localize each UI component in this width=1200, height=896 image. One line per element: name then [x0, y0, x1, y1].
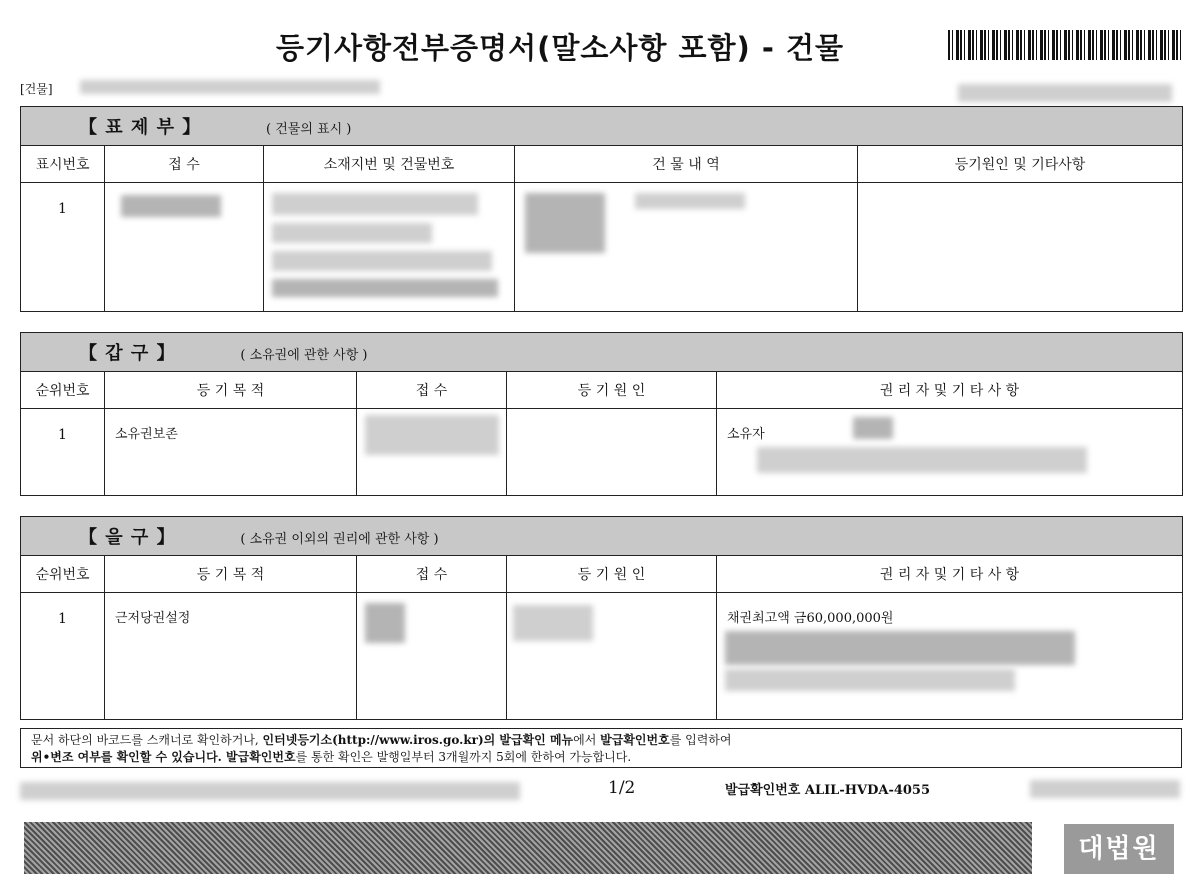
section-subtitle: ( 건물의 표시 ) — [266, 122, 352, 137]
col-header: 권 리 자 및 기 타 사 항 — [717, 372, 1183, 409]
notice-text: 를 통한 확인은 발행일부터 3개월까지 5회에 한하여 가능합니다. — [295, 750, 632, 764]
footer-barcode — [24, 822, 1032, 874]
section-header — [21, 107, 1183, 146]
redacted-issue-info — [958, 84, 1172, 102]
col-header: 등 기 원 인 — [507, 556, 717, 593]
holder-prefix: 소유자 — [727, 427, 765, 442]
section-title: 【 갑 구 】 — [79, 343, 176, 364]
section-title: 【 을 구 】 — [79, 527, 176, 548]
building-label: [건물] — [20, 82, 53, 96]
issue-number: 발급확인번호 ALIL-HVDA-4055 — [725, 783, 931, 798]
redacted-footer-right — [1030, 780, 1180, 798]
redacted-address — [80, 80, 380, 94]
section-title: 【 표 제 부 】 — [79, 117, 202, 138]
redacted-cell — [105, 183, 263, 311]
page-number: 1/2 — [608, 778, 636, 798]
document-title: 등기사항전부증명서(말소사항 포함) - 건물 — [275, 31, 845, 65]
col-header: 등 기 원 인 — [507, 372, 717, 409]
col-header: 순위번호 — [21, 556, 105, 593]
col-header: 소재지번 및 건물번호 — [264, 146, 515, 183]
rights-cell — [717, 593, 1182, 711]
redacted-cell — [357, 593, 506, 719]
notice-text-bold: 인터넷등기소(http://www.iros.go.kr)의 발급확인 메뉴 — [262, 733, 574, 747]
redacted-cell — [515, 183, 857, 311]
claim-amount: 채권최고액 금60,000,000원 — [727, 611, 894, 626]
redacted-cell — [507, 593, 716, 719]
notice-text-bold: 발급확인번호 — [600, 733, 670, 747]
row-number: 1 — [58, 201, 67, 217]
col-header: 접 수 — [357, 556, 507, 593]
section-eulgu — [20, 516, 1183, 720]
col-header: 권 리 자 및 기 타 사 항 — [717, 556, 1183, 593]
col-header: 접 수 — [357, 372, 507, 409]
court-stamp: 대법원 — [1064, 824, 1174, 874]
section-subtitle: ( 소유권 이외의 권리에 관한 사항 ) — [240, 532, 439, 547]
section-subtitle: ( 소유권에 관한 사항 ) — [240, 348, 368, 363]
holder-cell — [717, 409, 1182, 489]
notice-text-bold: 위•변조 여부를 확인할 수 있습니다. 발급확인번호 — [31, 750, 296, 764]
col-header: 표시번호 — [21, 146, 105, 183]
redacted-cell — [264, 183, 514, 311]
row-number: 1 — [58, 611, 67, 627]
col-header: 등기원인 및 기타사항 — [858, 146, 1183, 183]
notice-text: 문서 하단의 바코드를 스캐너로 확인하거나, — [31, 733, 263, 747]
section-header — [21, 333, 1183, 372]
col-header: 접 수 — [105, 146, 264, 183]
verification-notice — [20, 728, 1182, 768]
col-header: 등 기 목 적 — [105, 556, 357, 593]
redacted-cell — [357, 409, 506, 495]
barcode-top — [948, 30, 1184, 60]
section-pyoje — [20, 106, 1183, 312]
section-header — [21, 517, 1183, 556]
registration-purpose: 소유권보존 — [115, 427, 178, 442]
registration-purpose: 근저당권설정 — [115, 611, 191, 626]
row-number: 1 — [58, 427, 67, 443]
redacted-footer-left — [20, 782, 520, 800]
col-header: 순위번호 — [21, 372, 105, 409]
notice-text: 를 입력하여 — [669, 733, 732, 747]
col-header: 건 물 내 역 — [515, 146, 858, 183]
notice-text: 에서 — [573, 733, 601, 747]
col-header: 등 기 목 적 — [105, 372, 357, 409]
section-gapgu — [20, 332, 1183, 496]
